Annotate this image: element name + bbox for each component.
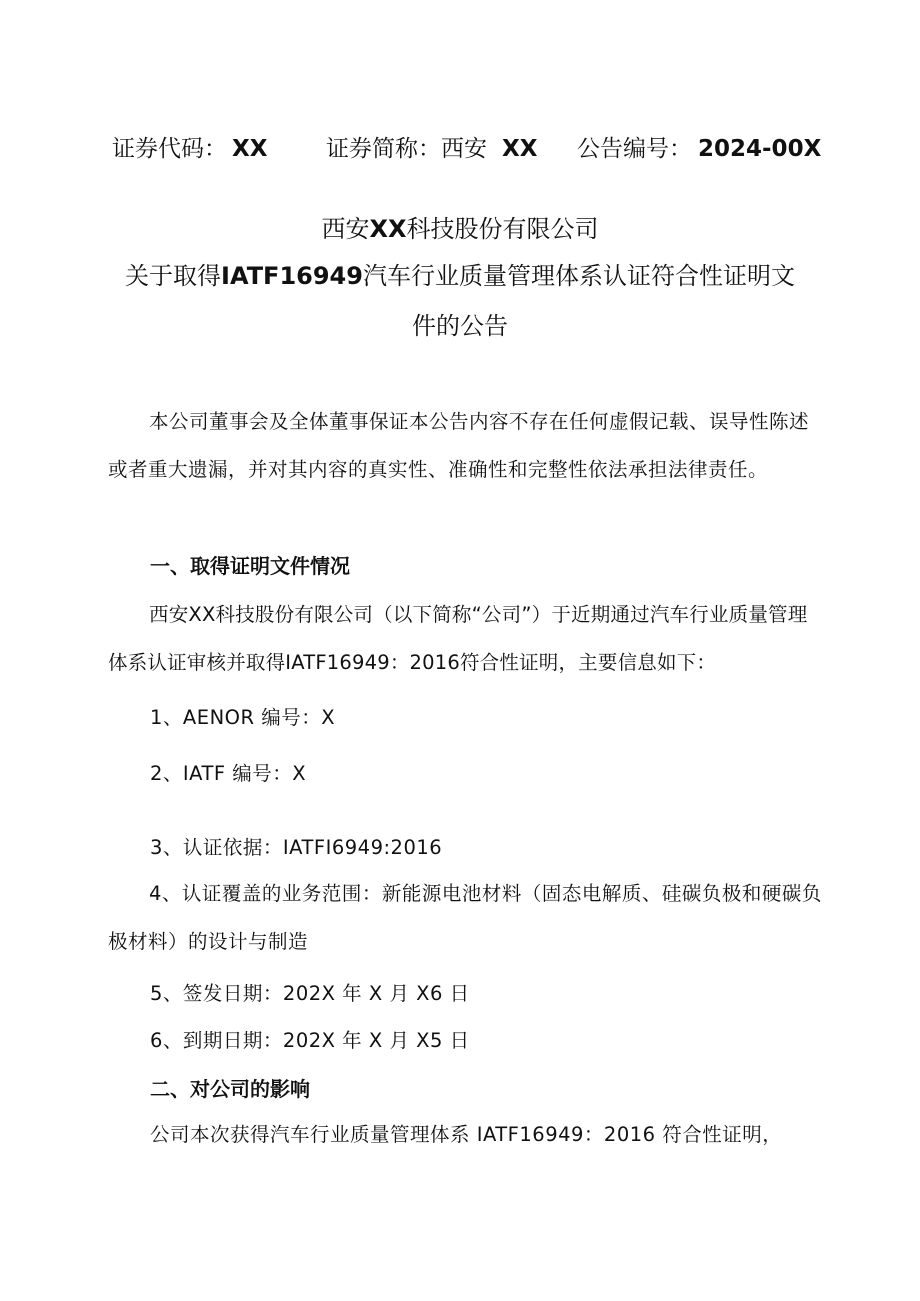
title-company-prefix: 西安 — [321, 215, 370, 243]
section-1-intro: 西安XX科技股份有限公司（以下简称“公司”）于近期通过汽车行业质量管理体系认证审核并取得IATF16949：2016符合性证明，主要信息如下： — [108, 603, 808, 674]
title-line-3: 件的公告 — [412, 312, 508, 340]
title-company — [0, 212, 920, 246]
title-company-suffix: 科技股份有限公司 — [406, 215, 599, 243]
list-item-iatf: 2、IATF 编号：X — [150, 762, 307, 785]
list-item-scope: 4、认证覆盖的业务范围：新能源电池材料（固态电解质、硅碳负极和硬碳负极材料）的设计与制造 — [108, 882, 822, 953]
stock-abbr-label: 证券简称：西安 — [326, 136, 487, 162]
stock-code-value: XX — [232, 136, 268, 162]
title-line-2 — [0, 259, 920, 293]
title-company-xx: XX — [369, 215, 407, 243]
title-line2-prefix: 关于取得 — [125, 262, 222, 290]
section-2-text: 公司本次获得汽车行业质量管理体系 IATF16949：2016 符合性证明， — [150, 1123, 783, 1146]
notice-number-label: 公告编号： — [577, 136, 692, 162]
section-2-heading: 二、对公司的影响 — [150, 1077, 310, 1101]
title-line2-suffix: 汽车行业质量管理体系认证符合性证明文 — [362, 262, 795, 290]
stock-code-label: 证券代码： — [112, 136, 227, 162]
board-statement: 本公司董事会及全体董事保证本公告内容不存在任何虚假记载、误导性陈述或者重大遗漏，并对其内容的真实性、准确性和完整性依法承担法律责任。 — [108, 410, 810, 481]
list-item-issue-date: 5、签发日期：202X 年 X 月 X6 日 — [150, 982, 470, 1005]
stock-abbr-value: XX — [502, 136, 538, 162]
list-item-basis: 3、认证依据：IATFI6949:2016 — [150, 836, 443, 859]
notice-number-value: 2024-00X — [698, 136, 822, 162]
list-item-expiry-date: 6、到期日期：202X 年 X 月 X5 日 — [150, 1029, 470, 1052]
section-1-heading: 一、取得证明文件情况 — [150, 554, 350, 578]
list-item-aenor: 1、AENOR 编号：X — [150, 706, 336, 729]
title-line2-standard: IATF16949 — [221, 262, 363, 290]
